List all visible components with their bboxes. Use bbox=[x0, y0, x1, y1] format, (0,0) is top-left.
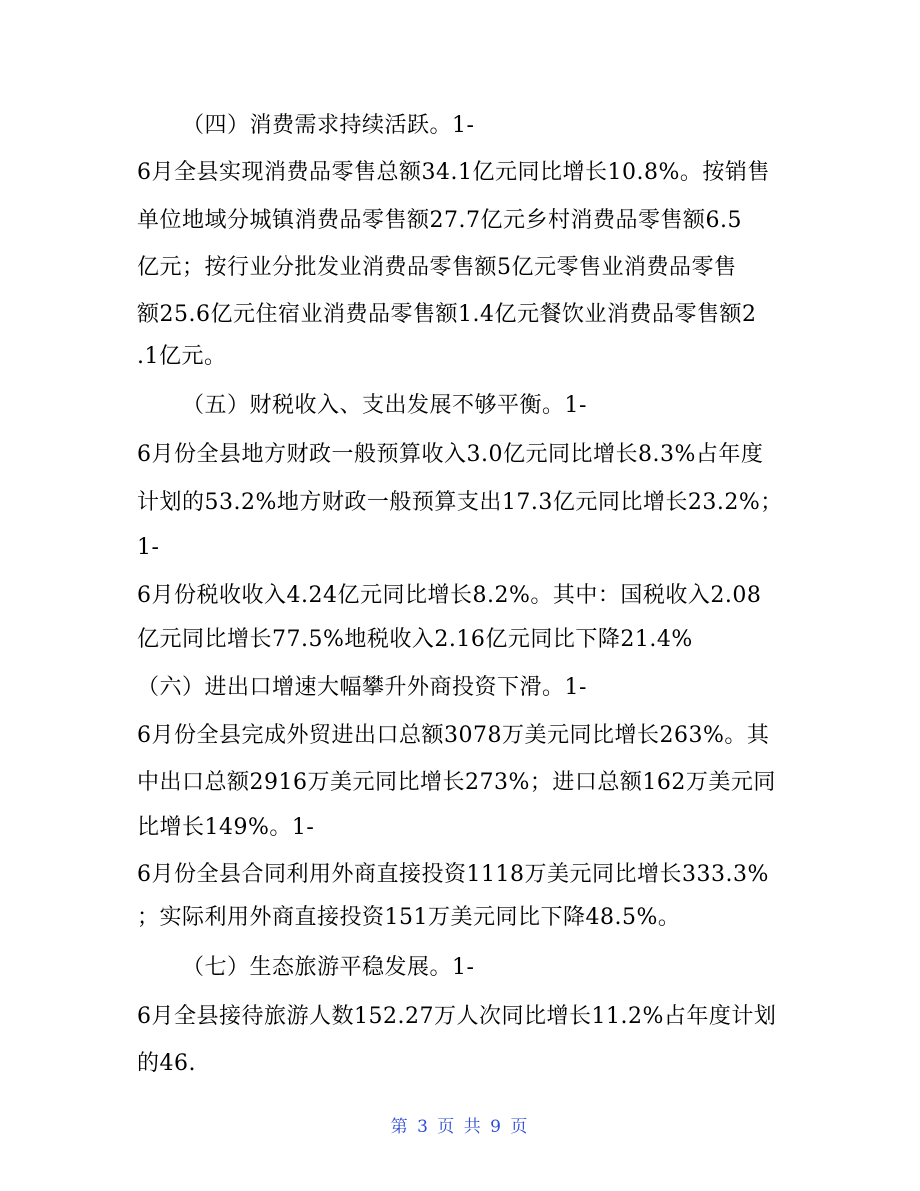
paragraph-line: 额25.6亿元住宿业消费品零售额1.4亿元餐饮业消费品零售额2 bbox=[137, 302, 757, 327]
page-number: 第 3 页 共 9 页 bbox=[390, 1117, 530, 1137]
heading-section-5: （五）财税收入、支出发展不够平衡。1- bbox=[182, 393, 587, 418]
paragraph-line: 单位地域分城镇消费品零售额27.7亿元乡村消费品零售额6.5 bbox=[137, 208, 742, 233]
heading-section-6: （六）进出口增速大幅攀升外商投资下滑。1- bbox=[137, 675, 587, 700]
paragraph-line: 6月份税收收入4.24亿元同比增长8.2%。其中：国税收入2.08 bbox=[137, 583, 762, 608]
paragraph-line: 6月份全县合同利用外商直接投资1118万美元同比增长333.3% bbox=[137, 862, 769, 887]
paragraph-line: 亿元；按行业分批发业消费品零售额5亿元零售业消费品零售 bbox=[137, 255, 737, 280]
paragraph-line: .1亿元。 bbox=[137, 344, 227, 369]
heading-section-4: （四）消费需求持续活跃。1- bbox=[182, 113, 475, 138]
paragraph-line: 比增长149%。1- bbox=[137, 815, 315, 840]
heading-section-7: （七）生态旅游平稳发展。1- bbox=[182, 955, 475, 980]
paragraph-line: 6月份全县地方财政一般预算收入3.0亿元同比增长8.3%占年度 bbox=[137, 442, 764, 467]
paragraph-line: 6月全县实现消费品零售总额34.1亿元同比增长10.8%。按销售 bbox=[137, 160, 770, 185]
paragraph-line: 亿元同比增长77.5%地税收入2.16亿元同比下降21.4% bbox=[137, 627, 693, 652]
paragraph-line: 的46. bbox=[137, 1051, 196, 1076]
paragraph-line: 1- bbox=[137, 535, 160, 560]
paragraph-line: 6月全县接待旅游人数152.27万人次同比增长11.2%占年度计划 bbox=[137, 1004, 777, 1029]
paragraph-line: 中出口总额2916万美元同比增长273%；进口总额162万美元同 bbox=[137, 770, 776, 795]
paragraph-line: ；实际利用外商直接投资151万美元同比下降48.5%。 bbox=[137, 905, 681, 930]
paragraph-line: 计划的53.2%地方财政一般预算支出17.3亿元同比增长23.2%； bbox=[137, 490, 783, 515]
paragraph-line: 6月份全县完成外贸进出口总额3078万美元同比增长263%。其 bbox=[137, 723, 770, 748]
